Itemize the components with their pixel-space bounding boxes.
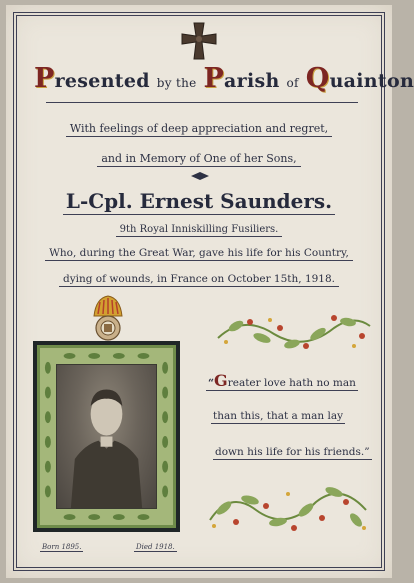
quote-line-1 <box>206 371 386 390</box>
title-by-the: by the <box>156 76 197 90</box>
feelings-text: With feelings of deep appreciation and regret, <box>66 122 332 137</box>
memorial-certificate <box>6 5 414 578</box>
portrait-figure-icon <box>57 365 156 508</box>
title-place: uainton <box>329 70 414 92</box>
portrait-frame <box>33 341 180 532</box>
war-line <box>24 247 374 259</box>
quote-open-mark: “ <box>208 377 215 389</box>
quote-line-2-text: than this, that a man lay <box>213 410 344 422</box>
quote-line-1-underline <box>206 371 358 391</box>
certificate-title <box>34 63 414 94</box>
title-initial-p: P <box>34 63 55 94</box>
title-of: of <box>286 76 299 90</box>
soldier-name <box>24 189 374 213</box>
laurel-wreath-border <box>37 345 176 528</box>
feelings-line <box>24 122 374 135</box>
regiment-line <box>24 224 374 235</box>
title-underline <box>46 102 358 103</box>
died-date <box>134 543 177 551</box>
quote-line-2 <box>211 410 391 422</box>
memory-text: and in Memory of One of her Sons, <box>97 152 300 167</box>
cross-icon <box>176 19 222 65</box>
quote-initial: G <box>214 371 228 390</box>
born-text: Born 1895. <box>42 543 82 551</box>
floral-scroll-top-icon <box>214 308 374 354</box>
quote-line-3-text: down his life for his friends.” <box>215 446 370 458</box>
title-initial-place: Q <box>305 63 330 94</box>
born-date <box>40 543 83 551</box>
title-initial-parish: P <box>203 63 225 94</box>
memory-line <box>24 152 374 165</box>
diamond-ornament-icon <box>191 172 209 180</box>
soldier-portrait-photo <box>56 364 157 509</box>
floral-scroll-bottom-icon <box>206 480 371 535</box>
regimental-badge-icon <box>90 292 126 344</box>
title-presented: resented <box>54 70 150 92</box>
war-text: Who, during the Great War, gave his life for his Country, <box>45 247 353 261</box>
died-text: Died 1918. <box>136 543 175 551</box>
quote-line-1-text: reater love hath no man <box>227 377 356 389</box>
wounds-line <box>24 273 374 285</box>
title-parish: arish <box>224 70 280 92</box>
regiment-text: 9th Royal Inniskilling Fusiliers. <box>116 224 283 237</box>
soldier-name-text: L-Cpl. Ernest Saunders. <box>63 189 335 215</box>
quote-line-3 <box>213 446 393 458</box>
wounds-text: dying of wounds, in France on October 15th, 1918. <box>59 273 339 287</box>
